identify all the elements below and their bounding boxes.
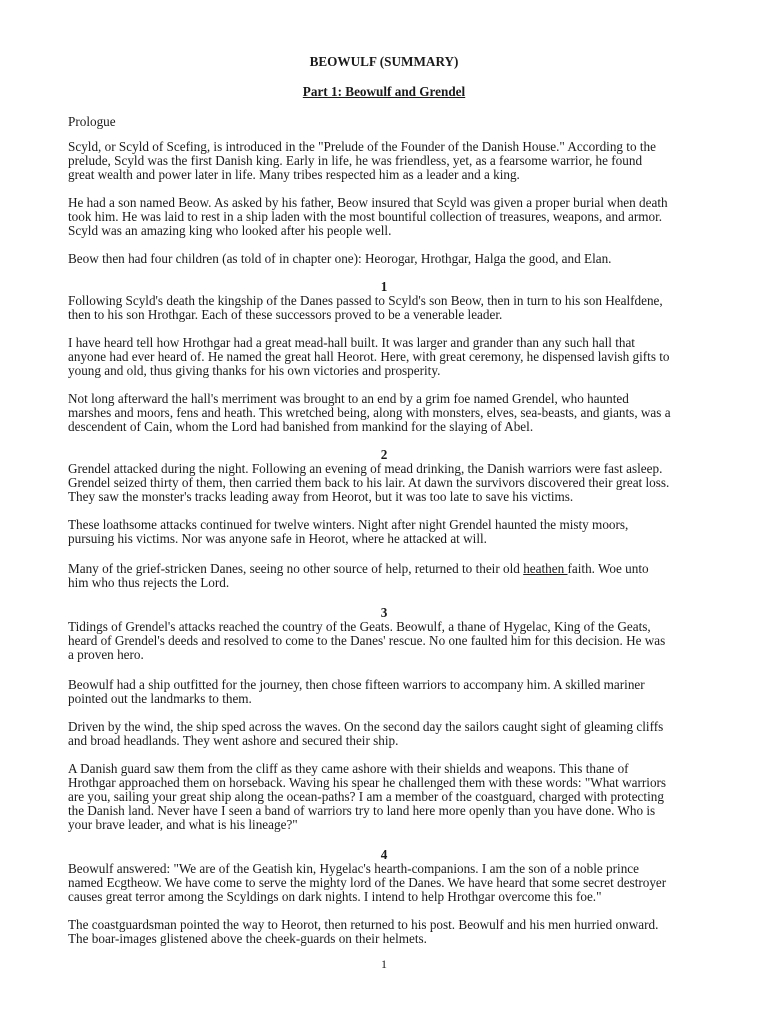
paragraph-line: prelude, Scyld was the first Danish king. Early in life, he was friendless, yet, as a fearsome warrior, he found (68, 153, 643, 168)
paragraph-line: They saw the monster's tracks leading away from Heorot, but it was too late to save his victims. (68, 489, 574, 504)
paragraph-line: young and old, thus giving thanks for his own victories and prosperity. (68, 363, 441, 378)
paragraph-line: your brave leader, and what is his lineage?" (68, 817, 298, 832)
paragraph-line: him who thus rejects the Lord. (68, 575, 230, 590)
text-run: Many of the grief-stricken Danes, seeing no other source of help, returned to their old (68, 561, 524, 576)
paragraph-line: pointed out the landmarks to them. (68, 691, 252, 706)
paragraph-line: Beowulf answered: "We are of the Geatish kin, Hygelac's hearth-companions. I am the son of a noble prince (68, 861, 640, 876)
paragraph-line: Scyld was an amazing king who looked after his people well. (68, 223, 392, 238)
paragraph-line: These loathsome attacks continued for twelve winters. Night after night Grendel haunted the misty moors, (68, 517, 629, 532)
section-number: 3 (380, 605, 388, 620)
prologue-heading: Prologue (68, 114, 116, 129)
section-number: 1 (380, 279, 388, 294)
part-heading: Part 1: Beowulf and Grendel (302, 84, 466, 99)
paragraph-line (68, 562, 649, 576)
paragraph-line: Not long afterward the hall's merriment was brought to an end by a grim foe named Grendel, who haunted (68, 391, 629, 406)
section-number: 4 (380, 847, 388, 862)
paragraph-line: took him. He was laid to rest in a ship laden with the most bountiful collection of treasures, weapons, and armor. (68, 209, 663, 224)
paragraph-line: Beowulf had a ship outfitted for the journey, then chose fifteen warriors to accompany him. A skilled mariner (68, 677, 645, 692)
page-number: 1 (381, 957, 387, 971)
paragraph-line: named Ecgtheow. We have come to serve the mighty lord of the Danes. We have heard that some secret destroyer (68, 875, 667, 890)
section-number: 2 (380, 447, 388, 462)
paragraph-line: Hrothgar approached them on horseback. Waving his spear he challenged them with these words: "What warriors (68, 775, 667, 790)
paragraph-line: are you, sailing your great ship along the ocean-paths? I am a member of the coastguard, charged with protecting (68, 789, 664, 804)
paragraph-line: Following Scyld's death the kingship of the Danes passed to Scyld's son Beow, then in turn to his son Healfdene, (68, 293, 663, 308)
paragraph-line: Scyld, or Scyld of Scefing, is introduced in the "Prelude of the Founder of the Danish House." According to the (68, 139, 656, 154)
paragraph-line: anyone had ever heard of. He named the great hall Heorot. Here, with great ceremony, he dispensed lavish gifts to (68, 349, 670, 364)
paragraph-line: marshes and moors, fens and heath. This wretched being, along with monsters, elves, sea-beasts, and giants, was a (68, 405, 671, 420)
paragraph-line: Tidings of Grendel's attacks reached the country of the Geats. Beowulf, a thane of Hygelac, King of the Geats, (68, 619, 651, 634)
paragraph-line: then to his son Hrothgar. Each of these successors proved to be a venerable leader. (68, 307, 503, 322)
paragraph-line: He had a son named Beow. As asked by his father, Beow insured that Scyld was given a proper burial when death (68, 195, 668, 210)
paragraph-line: The boar-images glistened above the cheek-guards on their helmets. (68, 931, 427, 946)
paragraph-line: causes great terror among the Scyldings on dark nights. I intend to help Hrothgar overcome this foe." (68, 889, 602, 904)
paragraph-line: Grendel attacked during the night. Following an evening of mead drinking, the Danish warriors were fast asleep. (68, 461, 663, 476)
paragraph-line: pursuing his victims. Nor was anyone safe in Heorot, where he attacked at will. (68, 531, 487, 546)
paragraph-line: A Danish guard saw them from the cliff as they came ashore with their shields and weapons. This thane of (68, 761, 629, 776)
paragraph-line: the Danish land. Never have I seen a band of warriors try to land here more openly than you have done. Who is (68, 803, 656, 818)
document-title: BEOWULF (SUMMARY) (309, 54, 459, 69)
underlined-word: heathen (523, 561, 568, 576)
paragraph-line: and broad headlands. They went ashore and secured their ship. (68, 733, 399, 748)
paragraph-line: a proven hero. (68, 647, 144, 662)
paragraph-line: descendent of Cain, whom the Lord had banished from mankind for the slaying of Abel. (68, 419, 534, 434)
paragraph-line: Grendel seized thirty of them, then carried them back to his lair. At dawn the survivors discovered their great loss. (68, 475, 670, 490)
paragraph-line: heard of Grendel's deeds and resolved to come to the Danes' rescue. No one faulted him for this decision. He was (68, 633, 666, 648)
paragraph-line: great wealth and power later in life. Many tribes respected him as a leader and a king. (68, 167, 520, 182)
paragraph-line: I have heard tell how Hrothgar had a great mead-hall built. It was larger and grander than any such hall that (68, 335, 635, 350)
text-run: faith. Woe unto (567, 561, 649, 576)
paragraph-line: Beow then had four children (as told of in chapter one): Heorogar, Hrothgar, Halga the good, and Elan. (68, 251, 612, 266)
paragraph-line: The coastguardsman pointed the way to Heorot, then returned to his post. Beowulf and his men hurried onward. (68, 917, 659, 932)
paragraph-line: Driven by the wind, the ship sped across the waves. On the second day the sailors caught sight of gleaming cliffs (68, 719, 664, 734)
